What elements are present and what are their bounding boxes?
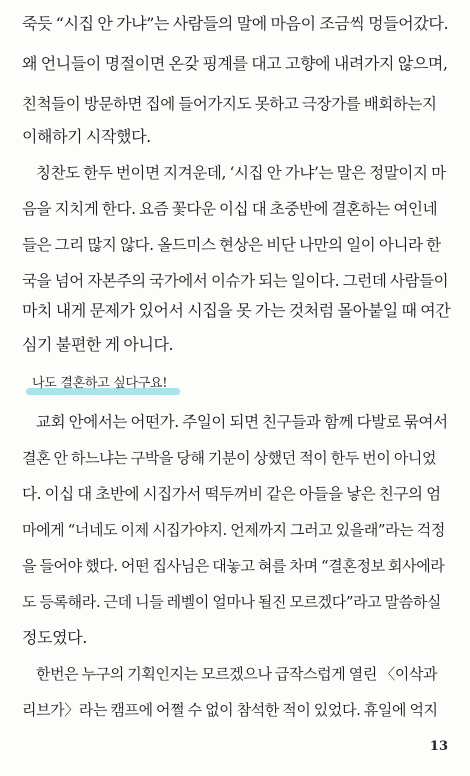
text-line: 결혼 안 하느냐는 구박을 당해 기분이 상했던 적이 한두 번이 아니었 <box>22 449 437 467</box>
text-line: 정도였다. <box>22 628 87 647</box>
text-line: 들은 그리 많지 않다. 올드미스 현상은 비단 나만의 일이 아니라 한 <box>22 236 441 254</box>
section-heading: 나도 결혼하고 싶다구요! <box>32 376 168 391</box>
text-line: 친척들이 방문하면 집에 들어가지도 못하고 극장가를 배회하는지 <box>22 95 437 113</box>
text-line: 도 등록해라. 근데 니들 레벨이 얼마나 될진 모르겠다”라고 말씀하실 <box>22 593 442 611</box>
text-line: 교회 안에서는 어떤가. 주일이 되면 친구들과 함께 다발로 묶여서 <box>36 413 448 431</box>
text-line: 다. 이십 대 초반에 시집가서 떡두꺼비 같은 아들을 낳은 친구의 엄 <box>22 485 441 503</box>
text-line: 심기 불편한 게 아니다. <box>22 335 174 354</box>
text-line: 을 들어야 했다. 어떤 집사님은 대놓고 혀를 차며 “결혼정보 회사에라 <box>22 557 445 575</box>
text-line: 리브가〉라는 캠프에 어쩔 수 없이 참석한 적이 있었다. 휴일에 억지 <box>22 701 438 719</box>
text-line: 칭찬도 한두 번이면 지겨운데, ‘시집 안 가냐’는 말은 정말이지 마 <box>36 164 446 182</box>
text-line: 왜 언니들이 명절이면 온갖 핑계를 대고 고향에 내려가지 않으며, <box>22 54 448 73</box>
text-line: 이해하기 시작했다. <box>22 127 151 146</box>
text-line: 음을 지치게 한다. 요즘 꽃다운 이십 대 초중반에 결혼하는 여인네 <box>22 200 438 218</box>
page-number: 13 <box>429 739 448 754</box>
text-line: 한번은 누구의 기획인지는 모르겠으나 급작스럽게 열린 〈이삭과 <box>36 665 438 683</box>
text-line: 죽듯 “시집 안 가냐”는 사람들의 말에 마음이 조금씩 멍들어갔다. <box>22 14 449 33</box>
text-line: 마에게 “너네도 이제 시집가야지. 언제까지 그러고 있을래”라는 걱정 <box>22 521 445 539</box>
text-line: 마치 내게 문제가 있어서 시집을 못 가는 것처럼 몰아붙일 때 여간 <box>22 301 451 320</box>
text-line: 국을 넘어 자본주의 국가에서 이슈가 되는 일이다. 그런데 사람들이 <box>22 272 449 290</box>
